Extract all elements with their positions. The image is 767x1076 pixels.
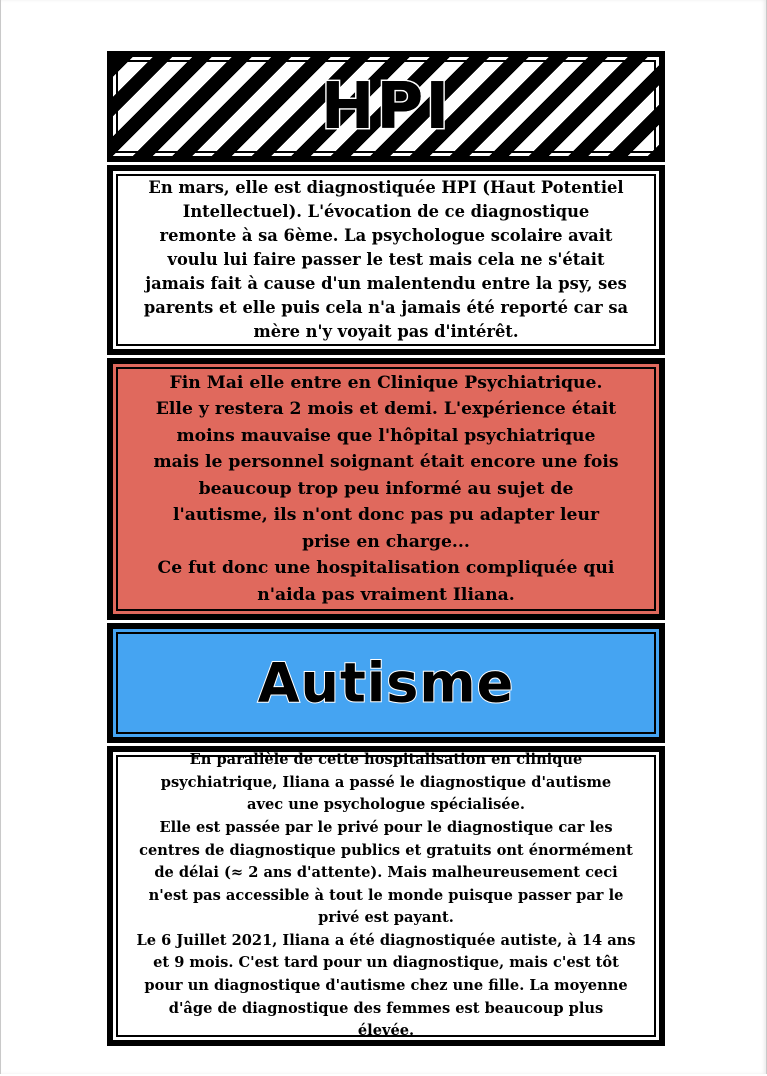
autism-title-banner	[107, 623, 665, 743]
clinic-paragraph: Fin Mai elle entre en Clinique Psychiatrique. Elle y restera 2 mois et demi. L'expérience était moins mauvaise que l'hôpital psychiatrique mais le personnel soignant était encore une fois beaucoup trop peu informé au sujet de l'autisme, ils n'ont donc pas pu adapter leur prise en charge... Ce fut donc une hospitalisation compliquée qui n'aida pas vraiment Iliana.	[153, 372, 619, 605]
hpi-text-box	[107, 165, 665, 355]
hpi-paragraph: En mars, elle est diagnostiquée HPI (Haut Potentiel Intellectuel). L'évocation de ce diagnostique remonte à sa 6ème. La psychologue scolaire avait voulu lui faire passer le test mais cela ne s'était jamais fait à cause d'un malentendu entre la psy, ses parents et elle puis cela n'a jamais été reporté car sa mère n'y voyait pas d'intérêt.	[143, 178, 629, 341]
autism-paragraph: En parallèle de cette hospitalisation en clinique psychiatrique, Iliana a passé le diagnostique d'autisme avec une psychologue spécialisée. Elle est passée par le privé pour le diagnostique car les centres de diagnostique publics et gratuits ont énormément de délai (≈ 2 ans d'attente). Mais malheureusement ceci n'est pas accessible à tout le monde puisque passer par le privé est payant. Le 6 Juillet 2021, Iliana a été diagnostiquée autiste, à 14 ans et 9 mois. C'est tard pour un diagnostique, mais c'est tôt pour un diagnostique d'autisme chez une fille. La moyenne d'âge de diagnostique des femmes est beaucoup plus élevée.	[136, 751, 636, 1040]
hpi-title: HPI	[320, 69, 452, 144]
clinic-text-box	[107, 358, 665, 620]
autism-text-box	[107, 746, 665, 1046]
autism-title: Autisme	[257, 651, 515, 715]
hpi-title-banner	[107, 51, 665, 162]
